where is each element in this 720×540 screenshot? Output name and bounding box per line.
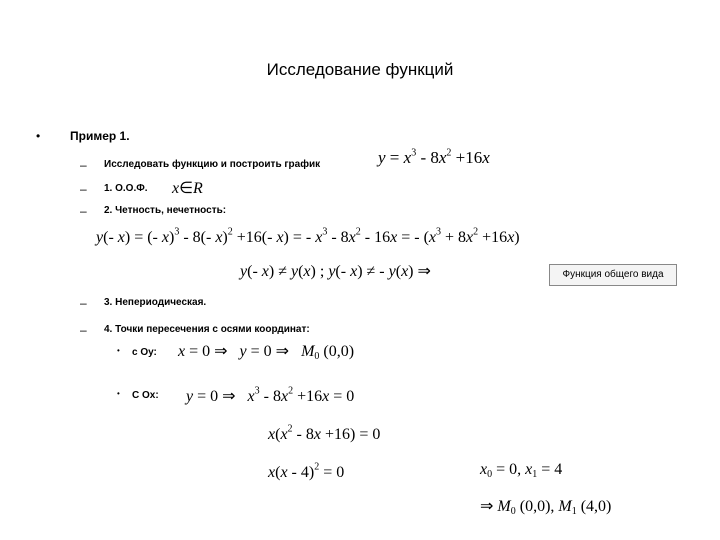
domain-formula: x∈R: [172, 180, 203, 197]
parity-formula-line1: y(- x) = (- x)$^3$ - 8(- x)$^2$ +16(- x) = - $x^3 - 8x^2 - 16x$ = - $(x^3 + 8x^2 +16x)$: [96, 226, 520, 246]
sub-oy-label: с Оу:: [132, 347, 157, 358]
item-periodic: 3. Непериодическая.: [104, 297, 207, 308]
bullet-marker: •: [36, 129, 41, 143]
function-formula: $y = x^3 - 8x^2 +16x$: [378, 147, 490, 167]
dash-marker: –: [80, 204, 87, 218]
oy-formula: x = 0 ⇒ y = 0 ⇒ $M_0$ (0,0): [178, 343, 355, 362]
roots-formula: $x_0 = 0$, $x_1 = 4$: [480, 461, 563, 480]
sub-bullet-marker: •: [117, 346, 120, 355]
parity-note: Функция общего вида: [549, 264, 677, 286]
dash-marker: –: [80, 182, 87, 196]
sub-bullet-marker: •: [117, 389, 120, 398]
page-title: Исследование функций: [266, 60, 454, 79]
item-parity: 2. Четность, нечетность:: [104, 205, 227, 216]
ox-formula-line1: y = 0 ⇒ $x^3 - 8x^2 +16x = 0$: [186, 385, 355, 405]
item-investigate: Исследовать функцию и построить график: [104, 159, 321, 170]
dash-marker: –: [80, 296, 87, 310]
item-domain: 1. О.О.Ф.: [104, 183, 148, 194]
dash-marker: –: [80, 323, 87, 337]
dash-marker: –: [80, 158, 87, 172]
points-formula: ⇒ $M_0$ (0,0), $M_1$ (4,0): [480, 498, 612, 517]
example-label: Пример 1.: [70, 129, 130, 143]
ox-formula-line3: x(x - 4)$^2$ = 0: [268, 461, 345, 481]
item-intersections: 4. Точки пересечения с осями координат:: [104, 324, 310, 335]
parity-formula-line2: y(- x) ≠ y(x) ; y(- x) ≠ - y(x) ⇒: [240, 263, 431, 280]
ox-formula-line2: $x(x^2 - 8x +16) = 0$: [268, 423, 381, 443]
sub-ox-label: С Ох:: [132, 390, 159, 401]
